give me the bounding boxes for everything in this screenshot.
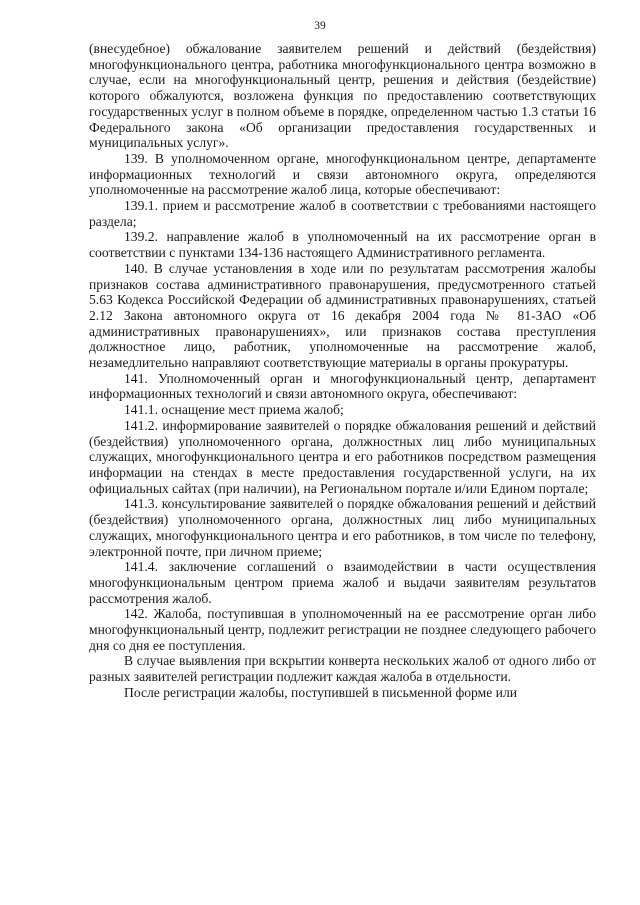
paragraph-intro-continuation: (внесудебное) обжалование заявителем решений и действий (бездействия) многофункционального центра, работника многофункционального центра возможно в случае, если на многофункциональный центр, решения и действия (бездействие) которого обжалуются, возложена функция по предоставлению соответствующих государственных услуг в полном объеме в порядке, определенном частью 1.3 статьи 16 Федерального закона «Об организации предоставления государственных и муниципальных услуг».: [89, 41, 596, 151]
paragraph-141: 141. Уполномоченный орган и многофункциональный центр, департамент информационных технологий и связи автономного округа, обеспечивают:: [89, 370, 596, 402]
document-body: [89, 41, 596, 701]
paragraph-139-2: 139.2. направление жалоб в уполномоченный на их рассмотрение орган в соответствии с пунктами 134-136 настоящего Административного регламента.: [89, 229, 596, 261]
paragraph-141-3: 141.3. консультирование заявителей о порядке обжалования решений и действий (бездействия) уполномоченного органа, должностных лиц либо муниципальных служащих, многофункционального центра и его работников, в том числе по телефону, электронной почте, при личном приеме;: [89, 496, 596, 559]
paragraph-139-1: 139.1. прием и рассмотрение жалоб в соответствии с требованиями настоящего раздела;: [89, 198, 596, 229]
page-number: 39: [314, 20, 326, 32]
paragraph-139: 139. В уполномоченном органе, многофункциональном центре, департаменте информационных технологий и связи автономного округа, определяются уполномоченные на рассмотрение жалоб лица, которые обеспечивают:: [89, 150, 596, 198]
paragraph-141-1: 141.1. оснащение мест приема жалоб;: [124, 402, 344, 418]
paragraph-142: 142. Жалоба, поступившая в уполномоченный на ее рассмотрение орган либо многофункциональный центр, подлежит регистрации не позднее следующего рабочего дня со дня ее поступления.: [89, 606, 596, 653]
paragraph-141-2: 141.2. информирование заявителей о порядке обжалования решений и действий (бездействия) уполномоченного органа, должностных лиц либо муниципальных служащих, многофункционального центра и его работников посредством размещения информации на стендах в месте предоставления государственной услуги, на их официальных сайтах (при наличии), на Региональном портале и/или Едином портале;: [89, 417, 596, 496]
paragraph-142-multiple-complaints: В случае выявления при вскрытии конверта нескольких жалоб от одного либо от разных заявителей регистрации подлежит каждая жалоба в отдельности.: [89, 653, 596, 685]
paragraph-142-after-registration: После регистрации жалобы, поступившей в письменной форме или: [124, 684, 518, 700]
paragraph-141-4: 141.4. заключение соглашений о взаимодействии в части осуществления многофункциональным центром приема жалоб и выдачи заявителям результатов рассмотрения жалоб.: [89, 559, 596, 606]
paragraph-140: 140. В случае установления в ходе или по результатам рассмотрения жалобы признаков состава административного правонарушения, предусмотренного статьей 5.63 Кодекса Российской Федерации об административных правонарушениях, статьей 2.12 Закона автономного округа от 16 декабря 2004 года № 81-ЗАО «Об административных правонарушениях», или признаков состава преступления должностное лицо, работник, уполномоченные на рассмотрение жалоб, незамедлительно направляют соответствующие материалы в органы прокуратуры.: [89, 260, 596, 371]
